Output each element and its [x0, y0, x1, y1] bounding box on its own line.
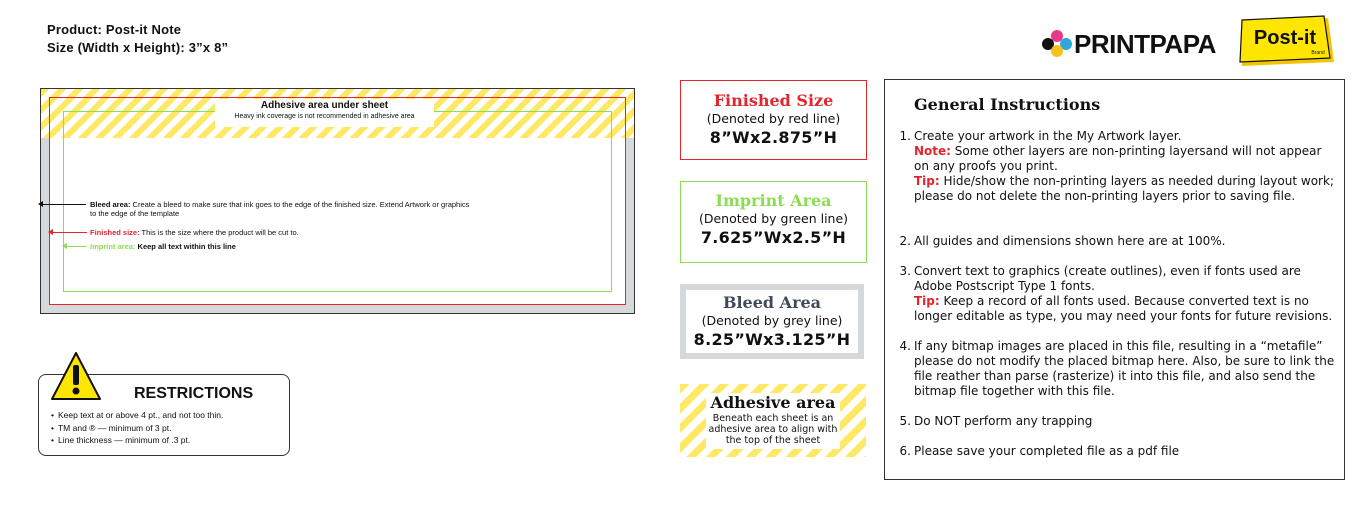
printpapa-logo [1042, 28, 1216, 60]
bleed-arrow-icon [38, 201, 43, 207]
imprint-callout-label: Imprint area: [90, 242, 136, 251]
imprint-arrow-icon [62, 243, 67, 249]
bleed-callout [90, 200, 570, 218]
step-number: 6. [899, 444, 911, 458]
postit-wordmark: Post-it [1253, 27, 1317, 49]
legend-bleed-value: 8.25”Wx3.125”H [693, 330, 851, 349]
adhesive-label-title: Adhesive area under sheet [260, 100, 389, 111]
instructions-title: General Instructions [914, 95, 1101, 114]
imprint-callout [90, 242, 236, 251]
legend-imprint-title: Imprint Area [715, 191, 832, 210]
instruction-step [897, 129, 1337, 204]
product-name: Product: Post-it Note [47, 22, 182, 37]
step-text: Do NOT perform any trapping [914, 414, 1093, 428]
step-text: All guides and dimensions shown here are at 100%. [914, 234, 1226, 248]
instruction-step [897, 339, 1337, 399]
tip-text: Hide/show the non-printing layers as needed during layout work; please do not delete the non-printing layers prior to saving file. [914, 174, 1334, 203]
step-text: Create your artwork in the My Artwork layer. [914, 129, 1182, 143]
note-text: Some other layers are non-printing layersand will not appear on any proofs you print. [914, 144, 1322, 173]
note-label: Note: [914, 144, 951, 158]
legend-bleed-title: Bleed Area [722, 293, 822, 312]
postit-brand: Brand [1311, 50, 1325, 56]
legend-adhesive-area [680, 384, 866, 457]
bleed-callout-label: Bleed area: [90, 200, 131, 209]
general-instructions [884, 79, 1345, 480]
bleed-callout-text2: to the edge of the template [90, 209, 180, 218]
bleed-callout-text: Create a bleed to make sure that ink goes to the edge of the finished size. Extend Artwork or graphics [132, 200, 470, 209]
step-number: 3. [899, 264, 911, 278]
printpapa-dots-icon [1042, 30, 1072, 58]
step-text: Convert text to graphics (create outlines), even if fonts used are Adobe Postscript Type 1 fonts. [914, 264, 1301, 293]
step-text: If any bitmap images are placed in this file, resulting in a “metafile” please do not modify the placed bitmap here. Also, be sure to link the file reather than parse (rasterize) it into this file, and also send the bitmap file together with this file. [914, 339, 1335, 398]
restriction-item: • Line thickness — minimum of .3 pt. [51, 434, 223, 447]
finished-pointer [52, 232, 87, 233]
adhesive-label-sub: Heavy ink coverage is not recommended in adhesive area [234, 113, 415, 120]
step-number: 4. [899, 339, 911, 353]
legend-adhesive-title: Adhesive area [710, 393, 836, 412]
legend-imprint-area [680, 181, 867, 263]
imprint-pointer [66, 246, 87, 247]
adhesive-label [215, 99, 434, 127]
imprint-callout-text: Keep all text within this line [137, 242, 236, 251]
legend-imprint-sub: (Denoted by green line) [698, 211, 849, 226]
postit-logo [1238, 14, 1338, 68]
tip-label: Tip: [914, 294, 940, 308]
finished-arrow-icon [48, 229, 53, 235]
tip-text: Keep a record of all fonts used. Because converted text is no longer editable as type, you may need your fonts for future revisions. [914, 294, 1333, 323]
legend-finished-sub: (Denoted by red line) [706, 111, 841, 126]
legend-bleed-sub: (Denoted by grey line) [701, 313, 843, 328]
tip-label: Tip: [914, 174, 940, 188]
product-size: Size (Width x Height): 3”x 8” [47, 40, 229, 55]
finished-callout-label: Finished size: [90, 228, 140, 237]
legend-adhesive-sub: Beneath each sheet is an adhesive area to align with the top of the sheet [708, 413, 838, 446]
instruction-step [897, 444, 1337, 459]
step-number: 5. [899, 414, 911, 428]
legend-finished-size [680, 80, 867, 160]
legend-finished-value: 8”Wx2.875”H [709, 128, 838, 147]
legend-bleed-area [680, 284, 864, 359]
printpapa-wordmark: PRINTPAPA [1074, 28, 1216, 59]
restrictions-title: RESTRICTIONS [134, 385, 254, 402]
instruction-step [897, 414, 1337, 429]
legend-finished-title: Finished Size [713, 91, 834, 110]
legend-imprint-value: 7.625”Wx2.5”H [700, 228, 847, 247]
step-text: Please save your completed file as a pdf file [914, 444, 1180, 458]
finished-callout-text: This is the size where the product will be cut to. [141, 228, 299, 237]
restriction-item: • TM and ® — minimum of 3 pt. [51, 422, 223, 435]
restrictions-list [51, 409, 223, 447]
instruction-step [897, 264, 1337, 324]
step-number: 1. [899, 129, 911, 143]
instruction-step [897, 234, 1337, 249]
restriction-item: • Keep text at or above 4 pt., and not too thin. [51, 409, 223, 422]
warning-icon [50, 351, 102, 401]
bleed-pointer [42, 204, 86, 205]
step-number: 2. [899, 234, 911, 248]
finished-callout [90, 228, 299, 237]
